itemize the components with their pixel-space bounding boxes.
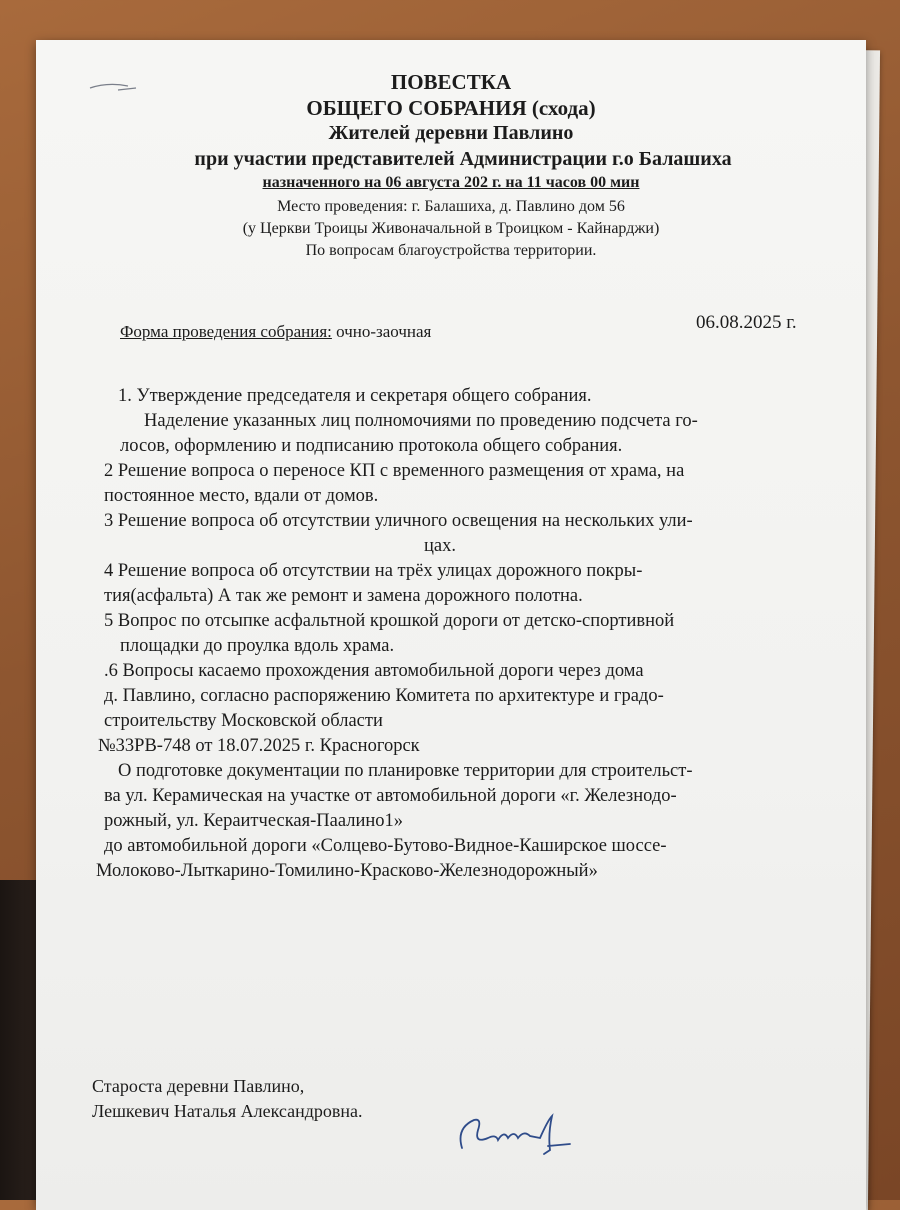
- agenda-line: .6 Вопросы касаемо прохождения автомобильной дороги через дома: [104, 661, 644, 681]
- agenda-line: площадки до проулка вдоль храма.: [120, 636, 395, 656]
- agenda-list: [96, 384, 826, 884]
- agenda-line: цах.: [424, 536, 456, 556]
- agenda-line: постоянное место, вдали от домов.: [104, 486, 379, 506]
- agenda-line: лосов, оформлению и подписанию протокола общего собрания.: [120, 436, 623, 456]
- document-title: ПОВЕСТКА: [390, 70, 512, 94]
- handwritten-signature: [452, 1108, 572, 1160]
- agenda-line: до автомобильной дороги «Солцево-Бутово-Видное-Каширское шоссе-: [104, 836, 667, 856]
- agenda-line: Молоково-Лыткарино-Томилино-Красково-Железнодорожный»: [96, 861, 598, 881]
- agenda-line: д. Павлино, согласно распоряжению Комитета по архитектуре и градо-: [104, 686, 664, 706]
- agenda-line: О подготовке документации по планировке территории для строительст-: [118, 761, 693, 781]
- agenda-line: ва ул. Керамическая на участке от автомобильной дороги «г. Железнодо-: [104, 786, 677, 806]
- church-line: (у Церкви Троицы Живоначальной в Троицком - Кайнарджи): [242, 220, 660, 237]
- signatory-name: Лешкевич Наталья Александровна.: [92, 1101, 363, 1121]
- place-line: Место проведения: г. Балашиха, д. Павлино дом 56: [277, 198, 625, 215]
- residents-line: Жителей деревни Павлино: [328, 122, 574, 144]
- agenda-line: 2 Решение вопроса о переносе КП с временного размещения от храма, на: [104, 461, 685, 481]
- scheduled-date-line: назначенного на 06 августа 202 г. на 11 часов 00 мин: [262, 174, 640, 191]
- agenda-line: Наделение указанных лиц полномочиями по проведению подсчета го-: [144, 411, 698, 431]
- form-value: очно-заочная: [331, 322, 432, 341]
- agenda-line: рожный, ул. Кераитческая-Паалино1»: [104, 811, 404, 831]
- form-of-meeting: [120, 322, 431, 342]
- signatory-role: Староста деревни Павлино,: [92, 1076, 305, 1096]
- form-label: Форма проведения собрания:: [120, 322, 332, 341]
- document-subtitle: ОБЩЕГО СОБРАНИЯ (схода): [306, 96, 596, 120]
- administration-line: при участии представителей Администрации г.о Балашиха: [194, 148, 732, 170]
- signatory-block: [92, 1074, 363, 1124]
- document-page: [36, 40, 866, 1210]
- agenda-line: 5 Вопрос по отсыпке асфальтной крошкой дороги от детско-спортивной: [104, 611, 675, 631]
- agenda-line: 1. Утверждение председателя и секретаря общего собрания.: [118, 386, 592, 406]
- agenda-line: тия(асфальта) А так же ремонт и замена дорожного полотна.: [104, 586, 583, 606]
- agenda-line: 4 Решение вопроса об отсутствии на трёх улицах дорожного покры-: [104, 561, 643, 581]
- dark-corner-background: [0, 880, 40, 1200]
- agenda-line: №33РВ-748 от 18.07.2025 г. Красногорск: [98, 736, 420, 756]
- document-date: 06.08.2025 г.: [696, 312, 797, 333]
- topic-line: По вопросам благоустройства территории.: [305, 242, 597, 259]
- agenda-line: строительству Московской области: [104, 711, 383, 731]
- agenda-line: 3 Решение вопроса об отсутствии уличного освещения на нескольких ули-: [104, 511, 693, 531]
